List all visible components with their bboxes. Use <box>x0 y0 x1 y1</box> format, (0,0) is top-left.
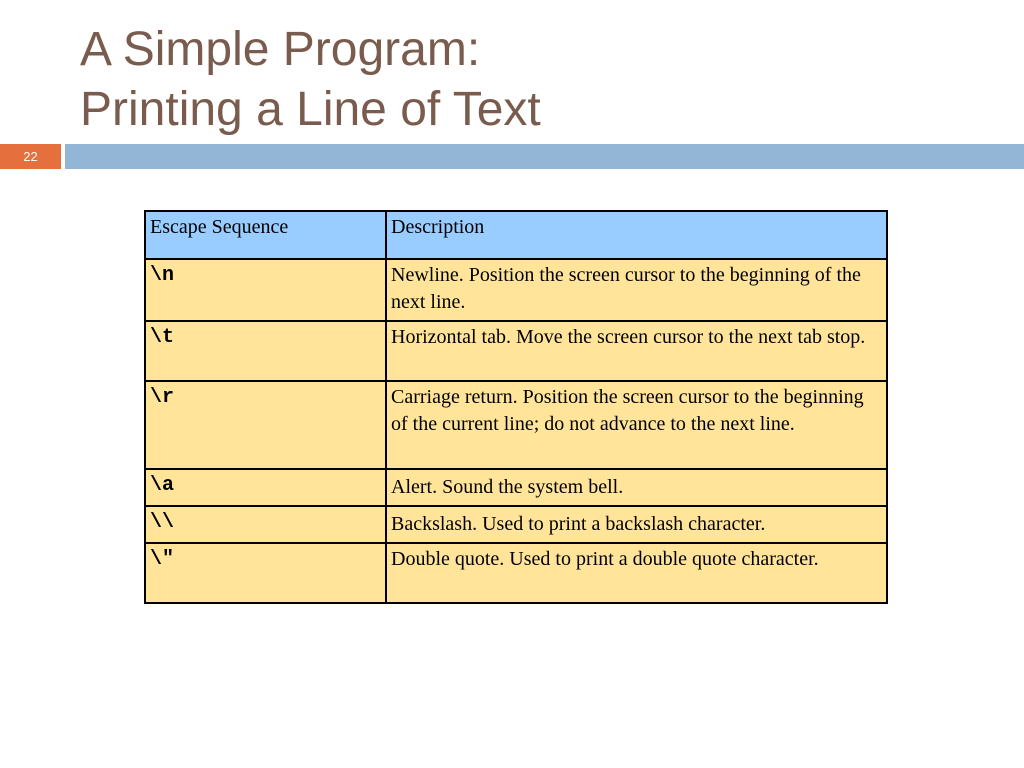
escape-sequence-cell: \a <box>145 469 386 506</box>
slide-number: 22 <box>0 144 61 169</box>
title-divider-band <box>65 144 1024 169</box>
description-cell: Horizontal tab. Move the screen cursor to the next tab stop. <box>386 321 887 381</box>
table-row <box>145 469 887 506</box>
escape-sequence-cell: \n <box>145 259 386 321</box>
table-header-row <box>145 211 887 259</box>
table-row <box>145 321 887 381</box>
description-cell: Carriage return. Position the screen cursor to the beginning of the current line; do not advance to the next line. <box>386 381 887 469</box>
slide-title-line-2: Printing a Line of Text <box>80 83 541 136</box>
description-cell: Double quote. Used to print a double quote character. <box>386 543 887 603</box>
column-header-description: Description <box>386 211 887 259</box>
slide-title <box>80 20 541 140</box>
escape-sequence-cell: \r <box>145 381 386 469</box>
table-row <box>145 506 887 543</box>
table-row <box>145 543 887 603</box>
column-header-escape-sequence: Escape Sequence <box>145 211 386 259</box>
slide-title-line-1: A Simple Program: <box>80 23 481 76</box>
description-cell: Newline. Position the screen cursor to the beginning of the next line. <box>386 259 887 321</box>
description-cell: Backslash. Used to print a backslash character. <box>386 506 887 543</box>
escape-sequence-cell: \\ <box>145 506 386 543</box>
escape-sequence-cell: \" <box>145 543 386 603</box>
table-row <box>145 259 887 321</box>
table-row <box>145 381 887 469</box>
description-cell: Alert. Sound the system bell. <box>386 469 887 506</box>
escape-sequence-table <box>144 210 888 604</box>
escape-sequence-cell: \t <box>145 321 386 381</box>
